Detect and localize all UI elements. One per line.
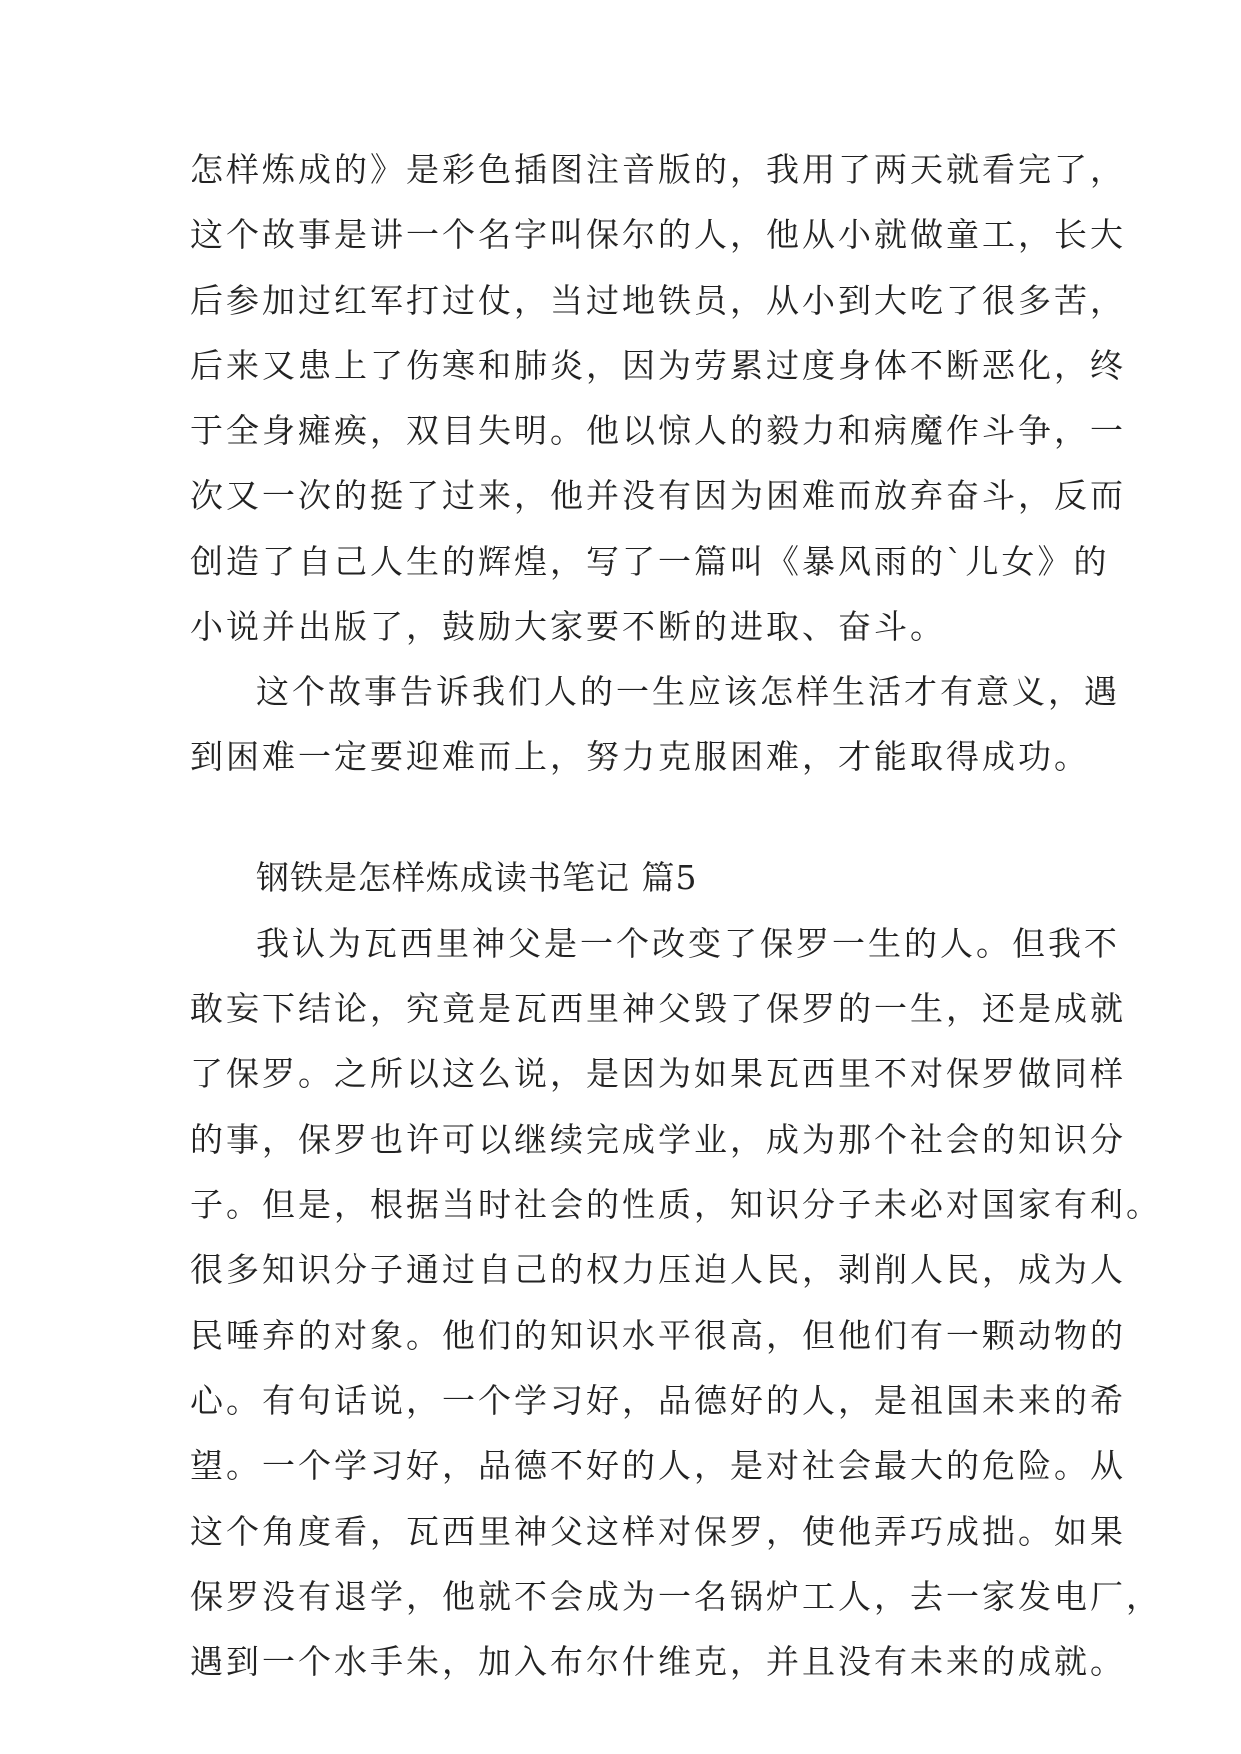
- paragraph-2-line-2: 到困难一定要迎难而上，努力克服困难，才能取得成功。: [190, 737, 1090, 776]
- paragraph-3-line-7: 民唾弃的对象。他们的知识水平很高，但他们有一颗动物的: [190, 1316, 1126, 1355]
- paragraph-3-line-4: 的事，保罗也许可以继续完成学业，成为那个社会的知识分: [190, 1120, 1126, 1159]
- section-heading: 钢铁是怎样炼成读书笔记 篇5: [256, 858, 698, 897]
- paragraph-3-line-11: 保罗没有退学，他就不会成为一名锅炉工人，去一家发电厂，: [190, 1577, 1162, 1616]
- paragraph-2-line-1: 这个故事告诉我们人的一生应该怎样生活才有意义，遇: [256, 672, 1120, 711]
- paragraph-1-line-7: 创造了自己人生的辉煌，写了一篇叫《暴风雨的`儿女》的: [190, 542, 1110, 581]
- paragraph-3-line-12: 遇到一个水手朱，加入布尔什维克，并且没有未来的成就。: [190, 1642, 1126, 1681]
- paragraph-3-line-9: 望。一个学习好，品德不好的人，是对社会最大的危险。从: [190, 1446, 1126, 1485]
- paragraph-1-line-3: 后参加过红军打过仗，当过地铁员，从小到大吃了很多苦，: [190, 281, 1126, 320]
- paragraph-3-line-1: 我认为瓦西里神父是一个改变了保罗一生的人。但我不: [256, 924, 1120, 963]
- paragraph-1-line-6: 次又一次的挺了过来，他并没有因为困难而放弃奋斗，反而: [190, 476, 1126, 515]
- paragraph-1-line-2: 这个故事是讲一个名字叫保尔的人，他从小就做童工，长大: [190, 215, 1126, 254]
- paragraph-3-line-2: 敢妄下结论，究竟是瓦西里神父毁了保罗的一生，还是成就: [190, 989, 1126, 1028]
- paragraph-3-line-6: 很多知识分子通过自己的权力压迫人民，剥削人民，成为人: [190, 1250, 1126, 1289]
- paragraph-1-line-4: 后来又患上了伤寒和肺炎，因为劳累过度身体不断恶化，终: [190, 346, 1126, 385]
- paragraph-3-line-8: 心。有句话说，一个学习好，品德好的人，是祖国未来的希: [190, 1381, 1126, 1420]
- paragraph-3-line-5: 子。但是，根据当时社会的性质，知识分子未必对国家有利。: [190, 1185, 1162, 1224]
- paragraph-1-line-1: 怎样炼成的》是彩色插图注音版的，我用了两天就看完了，: [190, 150, 1126, 189]
- paragraph-3-line-3: 了保罗。之所以这么说，是因为如果瓦西里不对保罗做同样: [190, 1054, 1126, 1093]
- paragraph-1-line-8: 小说并出版了，鼓励大家要不断的进取、奋斗。: [190, 607, 946, 646]
- paragraph-3-line-10: 这个角度看，瓦西里神父这样对保罗，使他弄巧成拙。如果: [190, 1512, 1126, 1551]
- paragraph-1-line-5: 于全身瘫痪，双目失明。他以惊人的毅力和病魔作斗争，一: [190, 411, 1126, 450]
